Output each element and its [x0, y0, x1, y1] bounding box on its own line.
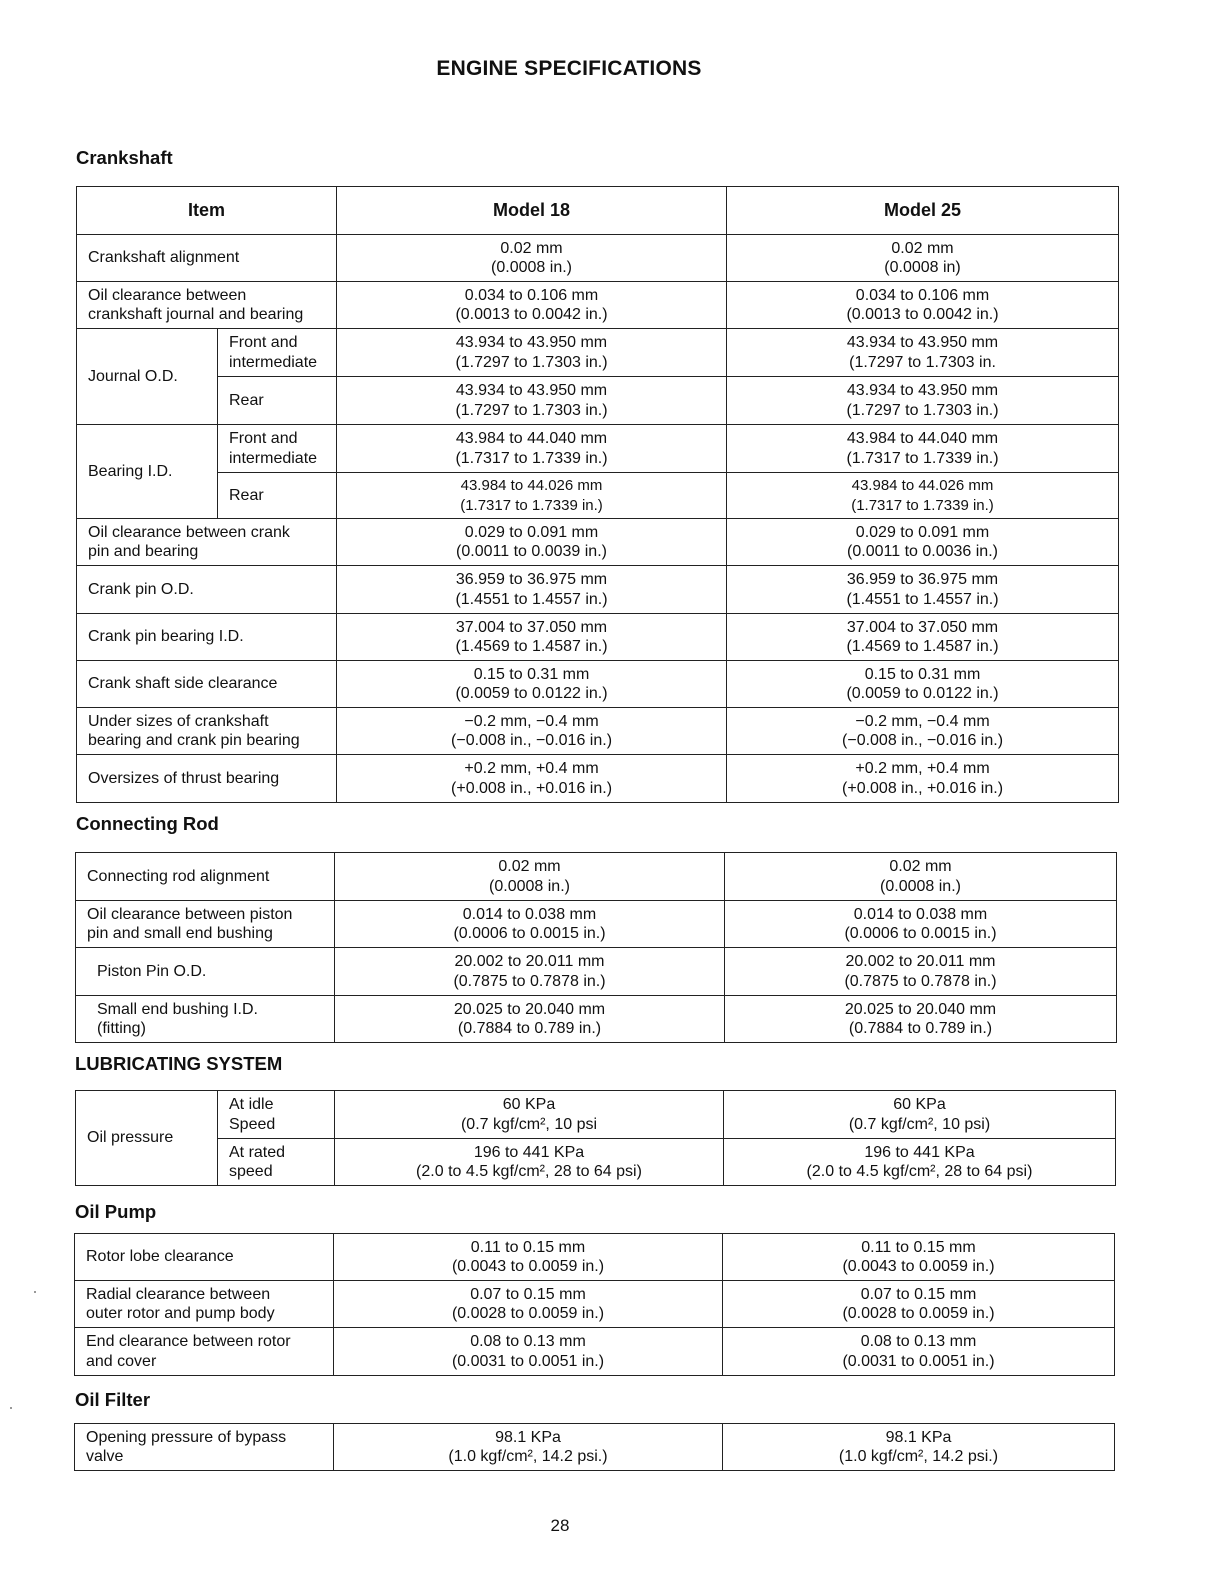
model-18-value: 196 to 441 KPa (2.0 to 4.5 kgf/cm², 28 to 64 psi): [335, 1139, 724, 1186]
model-25-value: 37.004 to 37.050 mm (1.4569 to 1.4587 in.): [727, 614, 1119, 661]
model-25-value: 0.15 to 0.31 mm (0.0059 to 0.0122 in.): [727, 661, 1119, 708]
model-25-value: 20.002 to 20.011 mm (0.7875 to 0.7878 in.): [725, 948, 1117, 996]
table-row: [77, 566, 1119, 614]
table-row: [77, 425, 1119, 473]
table-row: [77, 755, 1119, 803]
model-25-value: 43.934 to 43.950 mm (1.7297 to 1.7303 in.): [727, 377, 1119, 425]
table-row: [77, 377, 1119, 425]
table-row: [77, 614, 1119, 661]
model-25-value: 43.984 to 44.026 mm (1.7317 to 1.7339 in.): [727, 473, 1119, 519]
scan-speck: [10, 1407, 12, 1409]
crankshaft-table: [76, 186, 1119, 803]
table-row: [77, 235, 1119, 282]
model-25-value: 20.025 to 20.040 mm (0.7884 to 0.789 in.): [725, 996, 1117, 1043]
row-label: Crankshaft alignment: [77, 235, 337, 282]
connecting-rod-table: [75, 852, 1117, 1043]
model-25-value: +0.2 mm, +0.4 mm (+0.008 in., +0.016 in.): [727, 755, 1119, 803]
table-row: [77, 519, 1119, 566]
model-18-value: 0.15 to 0.31 mm (0.0059 to 0.0122 in.): [337, 661, 727, 708]
table-row: [77, 708, 1119, 755]
table-row: [77, 282, 1119, 329]
row-label: Under sizes of crankshaft bearing and crank pin bearing: [77, 708, 337, 755]
table-row: [77, 473, 1119, 519]
table-row: [76, 996, 1117, 1043]
row-label: Opening pressure of bypass valve: [75, 1424, 334, 1471]
model-18-value: 43.934 to 43.950 mm (1.7297 to 1.7303 in.): [337, 329, 727, 377]
model-18-value: 20.002 to 20.011 mm (0.7875 to 0.7878 in.): [335, 948, 725, 996]
table-row: [75, 1281, 1115, 1328]
row-label: End clearance between rotor and cover: [75, 1328, 334, 1376]
table-row: [75, 1234, 1115, 1281]
row-label: Rotor lobe clearance: [75, 1234, 334, 1281]
table-header-row: [77, 187, 1119, 235]
model-18-value: 0.07 to 0.15 mm (0.0028 to 0.0059 in.): [334, 1281, 723, 1328]
row-label: Small end bushing I.D. (fitting): [76, 996, 335, 1043]
oil-pump-table: [74, 1233, 1115, 1376]
model-18-value: 0.034 to 0.106 mm (0.0013 to 0.0042 in.): [337, 282, 727, 329]
oil-filter-heading: Oil Filter: [75, 1389, 151, 1410]
scan-speck: [34, 1291, 36, 1293]
model-18-value: 98.1 KPa (1.0 kgf/cm², 14.2 psi.): [334, 1424, 723, 1471]
crankshaft-heading: Crankshaft: [76, 147, 173, 168]
model-18-value: 43.934 to 43.950 mm (1.7297 to 1.7303 in.): [337, 377, 727, 425]
table-row: [77, 661, 1119, 708]
table-row: [75, 1424, 1115, 1471]
sub-label: At rated speed: [218, 1139, 335, 1186]
model-18-value: 0.02 mm (0.0008 in.): [337, 235, 727, 282]
row-label: Oil clearance between crankshaft journal and bearing: [77, 282, 337, 329]
row-label: Crank pin O.D.: [77, 566, 337, 614]
model-18-value: 43.984 to 44.026 mm (1.7317 to 1.7339 in.): [337, 473, 727, 519]
row-label: Crank pin bearing I.D.: [77, 614, 337, 661]
model-18-value: 37.004 to 37.050 mm (1.4569 to 1.4587 in.): [337, 614, 727, 661]
model-18-value: 0.029 to 0.091 mm (0.0011 to 0.0039 in.): [337, 519, 727, 566]
row-label: Oil clearance between crank pin and bearing: [77, 519, 337, 566]
row-label: Bearing I.D.: [77, 425, 218, 519]
model-25-value: 0.02 mm (0.0008 in.): [725, 853, 1117, 901]
model-18-value: 20.025 to 20.040 mm (0.7884 to 0.789 in.): [335, 996, 725, 1043]
table-row: [76, 1139, 1116, 1186]
page-title: ENGINE SPECIFICATIONS: [436, 57, 702, 80]
model-25-value: 0.07 to 0.15 mm (0.0028 to 0.0059 in.): [723, 1281, 1115, 1328]
model-25-value: 98.1 KPa (1.0 kgf/cm², 14.2 psi.): [723, 1424, 1115, 1471]
model-18-value: −0.2 mm, −0.4 mm (−0.008 in., −0.016 in.): [337, 708, 727, 755]
sub-label: At idle Speed: [218, 1091, 335, 1139]
oil-pump-heading: Oil Pump: [75, 1201, 157, 1222]
model-25-value: 0.029 to 0.091 mm (0.0011 to 0.0036 in.): [727, 519, 1119, 566]
oil-filter-table: [74, 1423, 1115, 1471]
page-number: 28: [550, 1516, 570, 1535]
sub-label: Rear: [218, 473, 337, 519]
model-25-value: 43.984 to 44.040 mm (1.7317 to 1.7339 in.): [727, 425, 1119, 473]
item-header: Item: [77, 187, 337, 235]
connecting-rod-heading: Connecting Rod: [76, 813, 219, 834]
model-18-value: 60 KPa (0.7 kgf/cm², 10 psi: [335, 1091, 724, 1139]
table-row: [76, 948, 1117, 996]
row-label: Radial clearance between outer rotor and pump body: [75, 1281, 334, 1328]
model-25-value: −0.2 mm, −0.4 mm (−0.008 in., −0.016 in.): [727, 708, 1119, 755]
model-25-value: 43.934 to 43.950 mm (1.7297 to 1.7303 in.: [727, 329, 1119, 377]
row-label: Oil clearance between piston pin and small end bushing: [76, 901, 335, 948]
model-25-value: 60 KPa (0.7 kgf/cm², 10 psi): [724, 1091, 1116, 1139]
sub-label: Front and intermediate: [218, 329, 337, 377]
table-row: [76, 901, 1117, 948]
model-18-value: 0.11 to 0.15 mm (0.0043 to 0.0059 in.): [334, 1234, 723, 1281]
model-25-value: 0.02 mm (0.0008 in): [727, 235, 1119, 282]
row-label: Journal O.D.: [77, 329, 218, 425]
row-label: Oil pressure: [76, 1091, 218, 1186]
table-row: [77, 329, 1119, 377]
row-label: Connecting rod alignment: [76, 853, 335, 901]
lubricating-table: [75, 1090, 1116, 1186]
model-18-value: 36.959 to 36.975 mm (1.4551 to 1.4557 in.): [337, 566, 727, 614]
sub-label: Rear: [218, 377, 337, 425]
model-18-value: +0.2 mm, +0.4 mm (+0.008 in., +0.016 in.): [337, 755, 727, 803]
model-25-value: 0.014 to 0.038 mm (0.0006 to 0.0015 in.): [725, 901, 1117, 948]
table-row: [76, 853, 1117, 901]
model-18-value: 0.08 to 0.13 mm (0.0031 to 0.0051 in.): [334, 1328, 723, 1376]
model-18-value: 0.014 to 0.038 mm (0.0006 to 0.0015 in.): [335, 901, 725, 948]
model-25-header: Model 25: [727, 187, 1119, 235]
model-18-header: Model 18: [337, 187, 727, 235]
model-25-value: 36.959 to 36.975 mm (1.4551 to 1.4557 in.): [727, 566, 1119, 614]
sub-label: Front and intermediate: [218, 425, 337, 473]
model-25-value: 0.034 to 0.106 mm (0.0013 to 0.0042 in.): [727, 282, 1119, 329]
row-label: Crank shaft side clearance: [77, 661, 337, 708]
table-row: [75, 1328, 1115, 1376]
model-18-value: 43.984 to 44.040 mm (1.7317 to 1.7339 in.): [337, 425, 727, 473]
model-18-value: 0.02 mm (0.0008 in.): [335, 853, 725, 901]
model-25-value: 196 to 441 KPa (2.0 to 4.5 kgf/cm², 28 to 64 psi): [724, 1139, 1116, 1186]
table-row: [76, 1091, 1116, 1139]
row-label: Oversizes of thrust bearing: [77, 755, 337, 803]
model-25-value: 0.11 to 0.15 mm (0.0043 to 0.0059 in.): [723, 1234, 1115, 1281]
row-label: Piston Pin O.D.: [76, 948, 335, 996]
lubricating-system-heading: LUBRICATING SYSTEM: [75, 1053, 283, 1074]
model-25-value: 0.08 to 0.13 mm (0.0031 to 0.0051 in.): [723, 1328, 1115, 1376]
